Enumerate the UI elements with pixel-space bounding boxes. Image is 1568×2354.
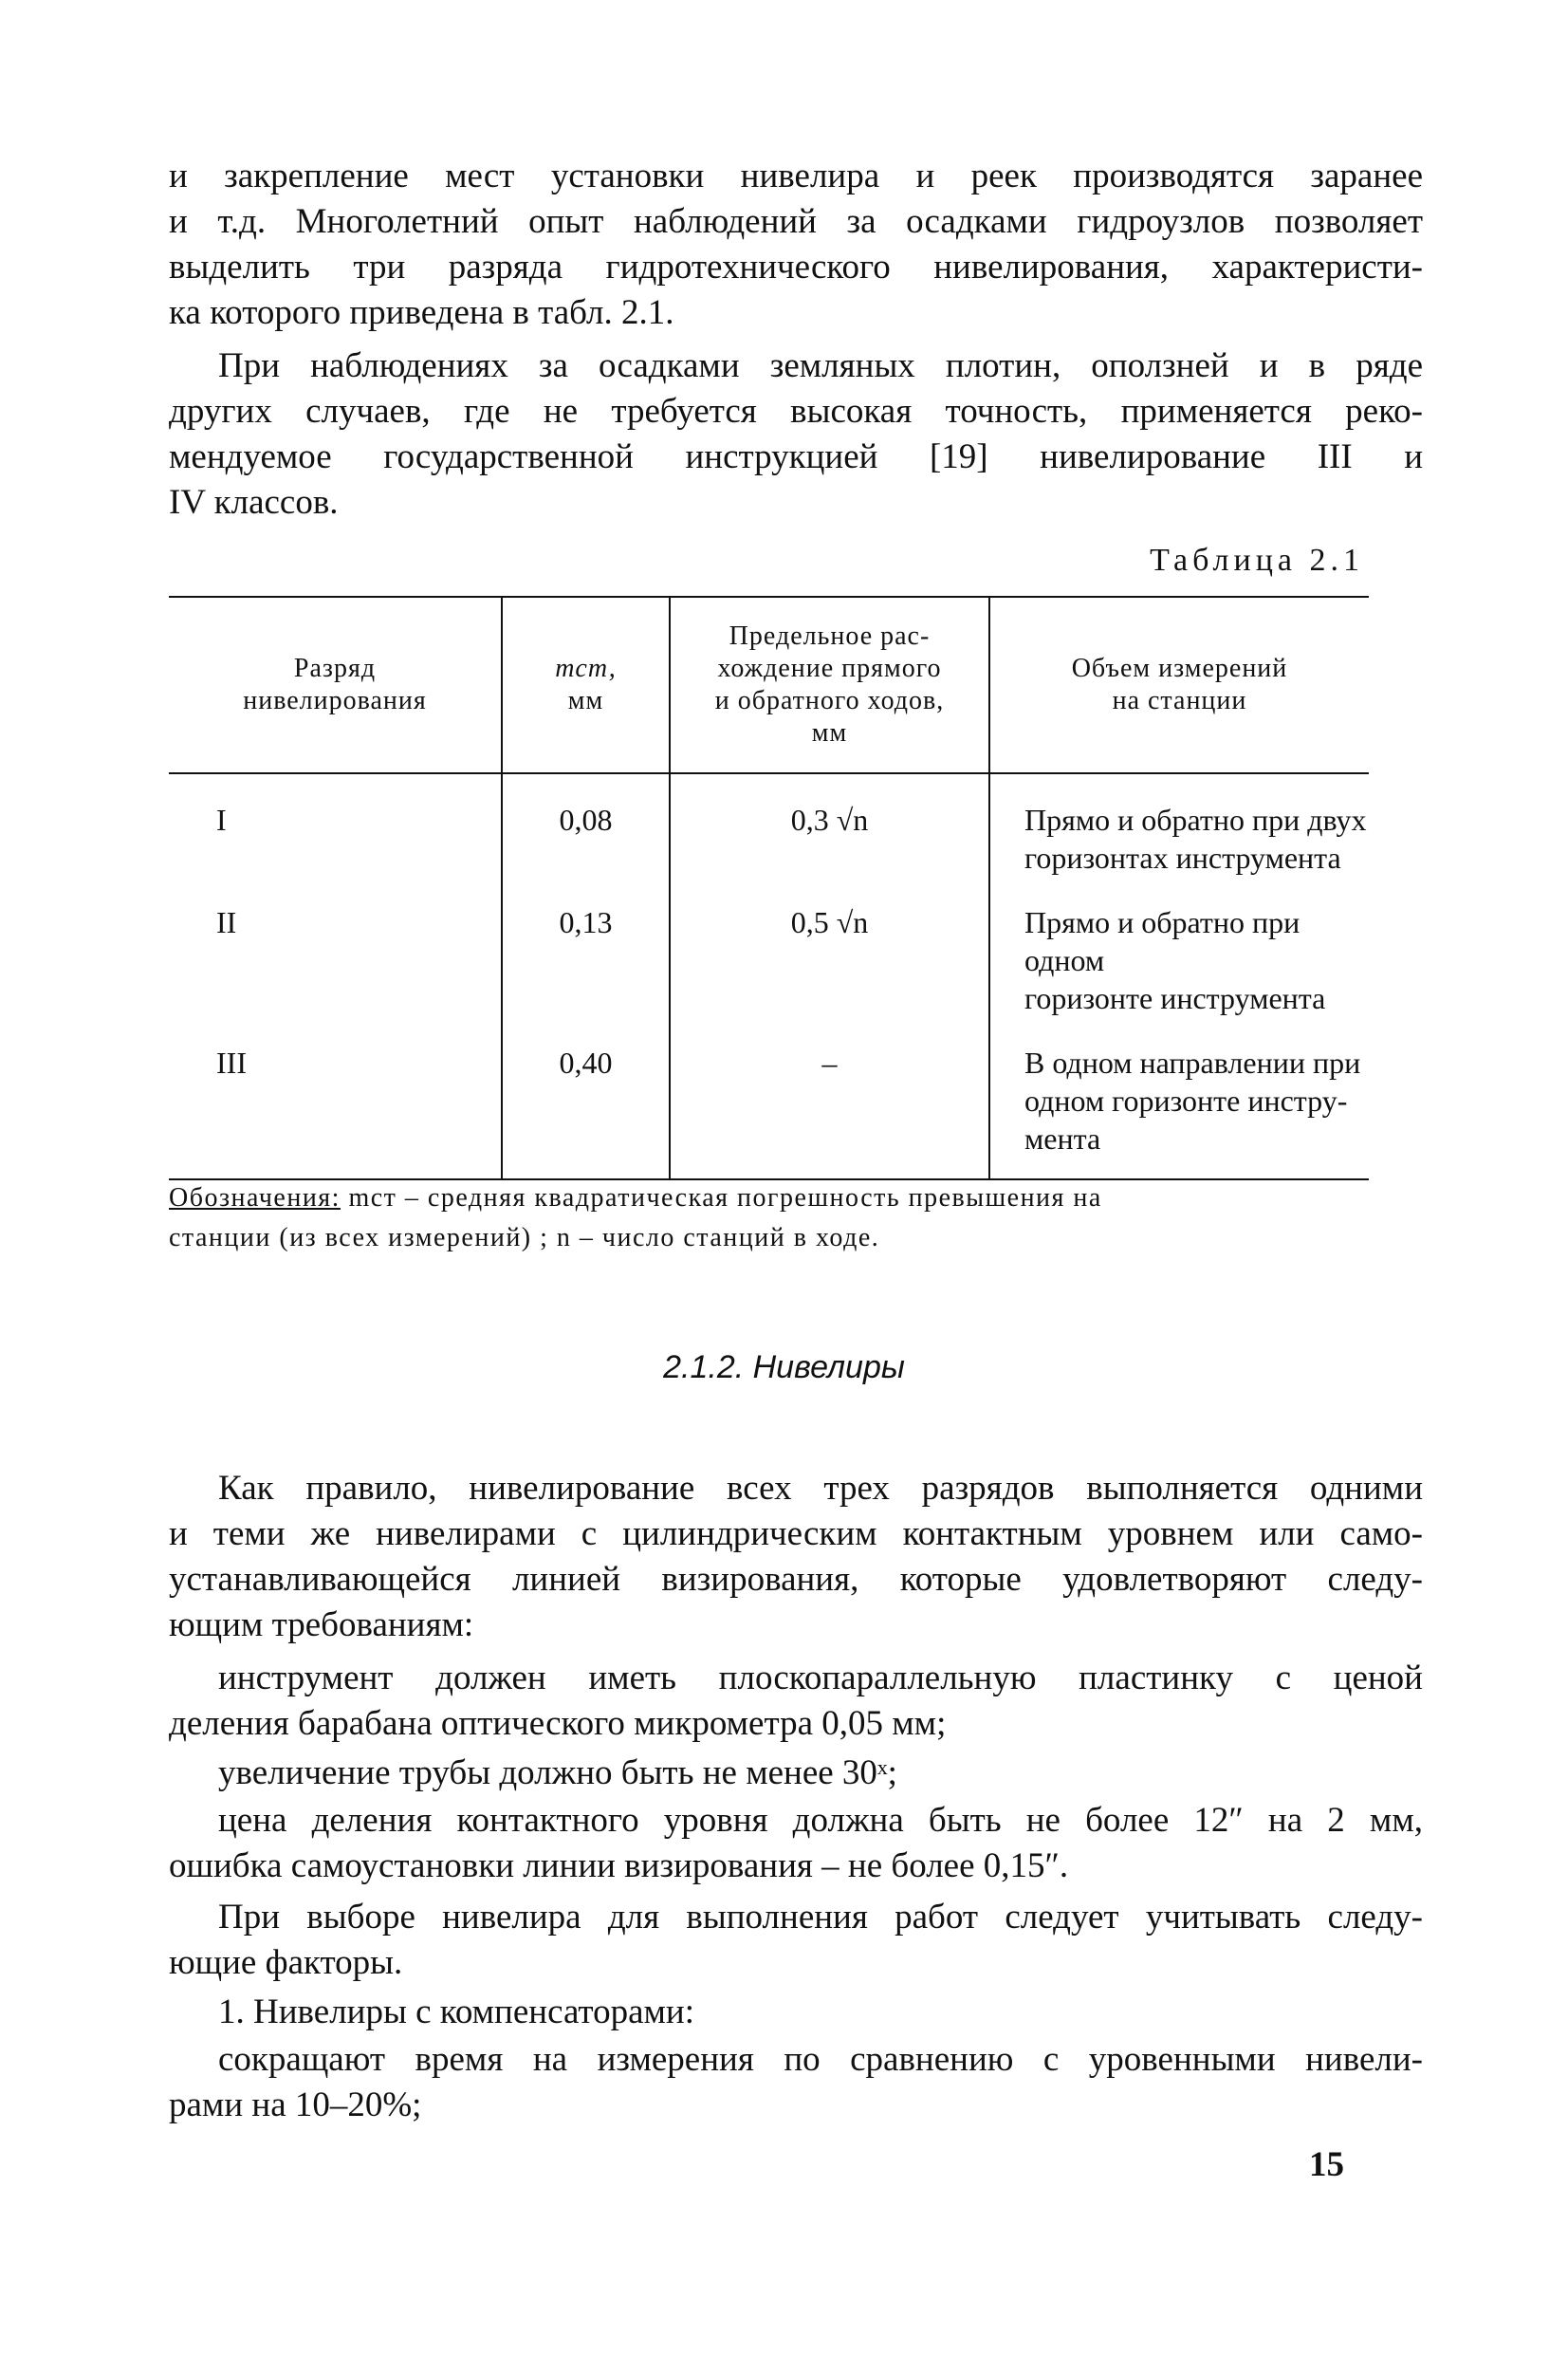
cell-rank: II bbox=[169, 877, 502, 1017]
header-text: хождение прямого bbox=[717, 654, 942, 683]
paragraph-8 bbox=[169, 1990, 1423, 2035]
cell-rank: III bbox=[169, 1017, 502, 1179]
cell-m: 0,40 bbox=[502, 1017, 670, 1179]
text-line: устанавливающейся линией визирования, которые удовлетворяют следу- bbox=[169, 1560, 1423, 1599]
header-text: mст, bbox=[555, 654, 617, 683]
text-line: других случаев, где не требуется высокая точность, применяется реко- bbox=[169, 392, 1423, 431]
cell-volume bbox=[989, 1017, 1369, 1179]
table-header-row bbox=[169, 597, 1369, 773]
cell-text: Прямо и обратно при одном bbox=[1024, 905, 1301, 977]
text-line: рами на 10–20%; bbox=[169, 2085, 422, 2124]
table-row bbox=[169, 1017, 1369, 1179]
table-caption: Таблица 2.1 bbox=[1150, 543, 1364, 578]
note-label: Обозначения: bbox=[169, 1183, 341, 1213]
cell-rank: I bbox=[169, 773, 502, 877]
header-text: на станции bbox=[1112, 686, 1247, 715]
header-text: нивелирования bbox=[243, 686, 427, 715]
header-text: Предельное рас- bbox=[729, 621, 931, 651]
text-line: При выборе нивелира для выполнения работ следует учитывать следу- bbox=[218, 1898, 1423, 1937]
header-text: Объем измерений bbox=[1071, 654, 1288, 683]
levelling-classes-table bbox=[169, 596, 1369, 1180]
cell-text: горизонтах инструмента bbox=[1024, 841, 1341, 875]
text-line: увеличение трубы должно быть не менее 30ˣ; bbox=[218, 1753, 897, 1792]
paragraph-9 bbox=[169, 2037, 1423, 2128]
text-line: цена деления контактного уровня должна быть не более 12″ на 2 мм, bbox=[218, 1801, 1423, 1840]
cell-text: В одном направлении при bbox=[1024, 1046, 1361, 1080]
text-line: сокращают время на измерения по сравнению с уровенными нивели- bbox=[218, 2040, 1423, 2079]
table-row bbox=[169, 773, 1369, 877]
section-heading: 2.1.2. Нивелиры bbox=[663, 1349, 905, 1385]
header-rank bbox=[169, 597, 502, 773]
text-line: 1. Нивелиры с компенсаторами: bbox=[218, 1993, 695, 2031]
cell-limit: 0,5 √n bbox=[670, 877, 989, 1017]
cell-text: одном горизонте инстру- bbox=[1024, 1084, 1348, 1118]
cell-text: мента bbox=[1024, 1121, 1101, 1156]
text-line: выделить три разряда гидротехнического нивелирования, характеристи- bbox=[169, 248, 1423, 287]
paragraph-3 bbox=[169, 1466, 1423, 1648]
cell-m: 0,13 bbox=[502, 877, 670, 1017]
page-number: 15 bbox=[1309, 2145, 1344, 2184]
text-line: ошибка самоустановки линии визирования – не более 0,15″. bbox=[169, 1846, 1069, 1885]
cell-volume bbox=[989, 877, 1369, 1017]
header-text: Разряд bbox=[293, 654, 377, 683]
paragraph-2 bbox=[169, 343, 1423, 526]
cell-m: 0,08 bbox=[502, 773, 670, 877]
note-text: станции (из всех измерений) ; n – число станций в ходе. bbox=[169, 1223, 880, 1252]
table-note bbox=[169, 1178, 1374, 1258]
text-line: IV классов. bbox=[169, 483, 339, 522]
paragraph-4 bbox=[169, 1656, 1423, 1747]
cell-volume bbox=[989, 773, 1369, 877]
header-limit bbox=[670, 597, 989, 773]
text-line: и т.д. Многолетний опыт наблюдений за осадками гидроузлов позволяет bbox=[169, 202, 1423, 241]
text-line: При наблюдениях за осадками земляных плотин, оползней и в ряде bbox=[218, 346, 1423, 385]
text-line: ка которого приведена в табл. 2.1. bbox=[169, 293, 674, 332]
header-m bbox=[502, 597, 670, 773]
text-line: и закрепление мест установки нивелира и реек производятся заранее bbox=[169, 157, 1423, 195]
cell-limit: – bbox=[670, 1017, 989, 1179]
note-text: mст – средняя квадратическая погрешность превышения на bbox=[340, 1183, 1102, 1213]
text-line: Как правило, нивелирование всех трех разрядов выполняется одними bbox=[218, 1469, 1423, 1508]
text-line: мендуемое государственной инструкцией [19] нивелирование III и bbox=[169, 437, 1423, 476]
table-row bbox=[169, 877, 1369, 1017]
paragraph-7 bbox=[169, 1895, 1423, 1986]
text-line: деления барабана оптического микрометра 0,05 мм; bbox=[169, 1704, 947, 1743]
text-line: ющим требованиям: bbox=[169, 1605, 474, 1644]
cell-text: Прямо и обратно при двух bbox=[1024, 803, 1367, 837]
text-line: ющие факторы. bbox=[169, 1943, 403, 1982]
header-text: и обратного ходов, bbox=[714, 686, 945, 715]
header-text: мм bbox=[811, 718, 848, 748]
text-line: инструмент должен иметь плоскопараллельную пластинку с ценой bbox=[218, 1659, 1423, 1697]
text-line: и теми же нивелирами с цилиндрическим контактным уровнем или само- bbox=[169, 1514, 1423, 1553]
paragraph-5 bbox=[169, 1751, 1423, 1796]
paragraph-1 bbox=[169, 154, 1423, 336]
cell-text: горизонте инструмента bbox=[1024, 981, 1326, 1015]
header-volume bbox=[989, 597, 1369, 773]
cell-limit: 0,3 √n bbox=[670, 773, 989, 877]
paragraph-6 bbox=[169, 1798, 1423, 1889]
header-text: мм bbox=[567, 686, 604, 715]
